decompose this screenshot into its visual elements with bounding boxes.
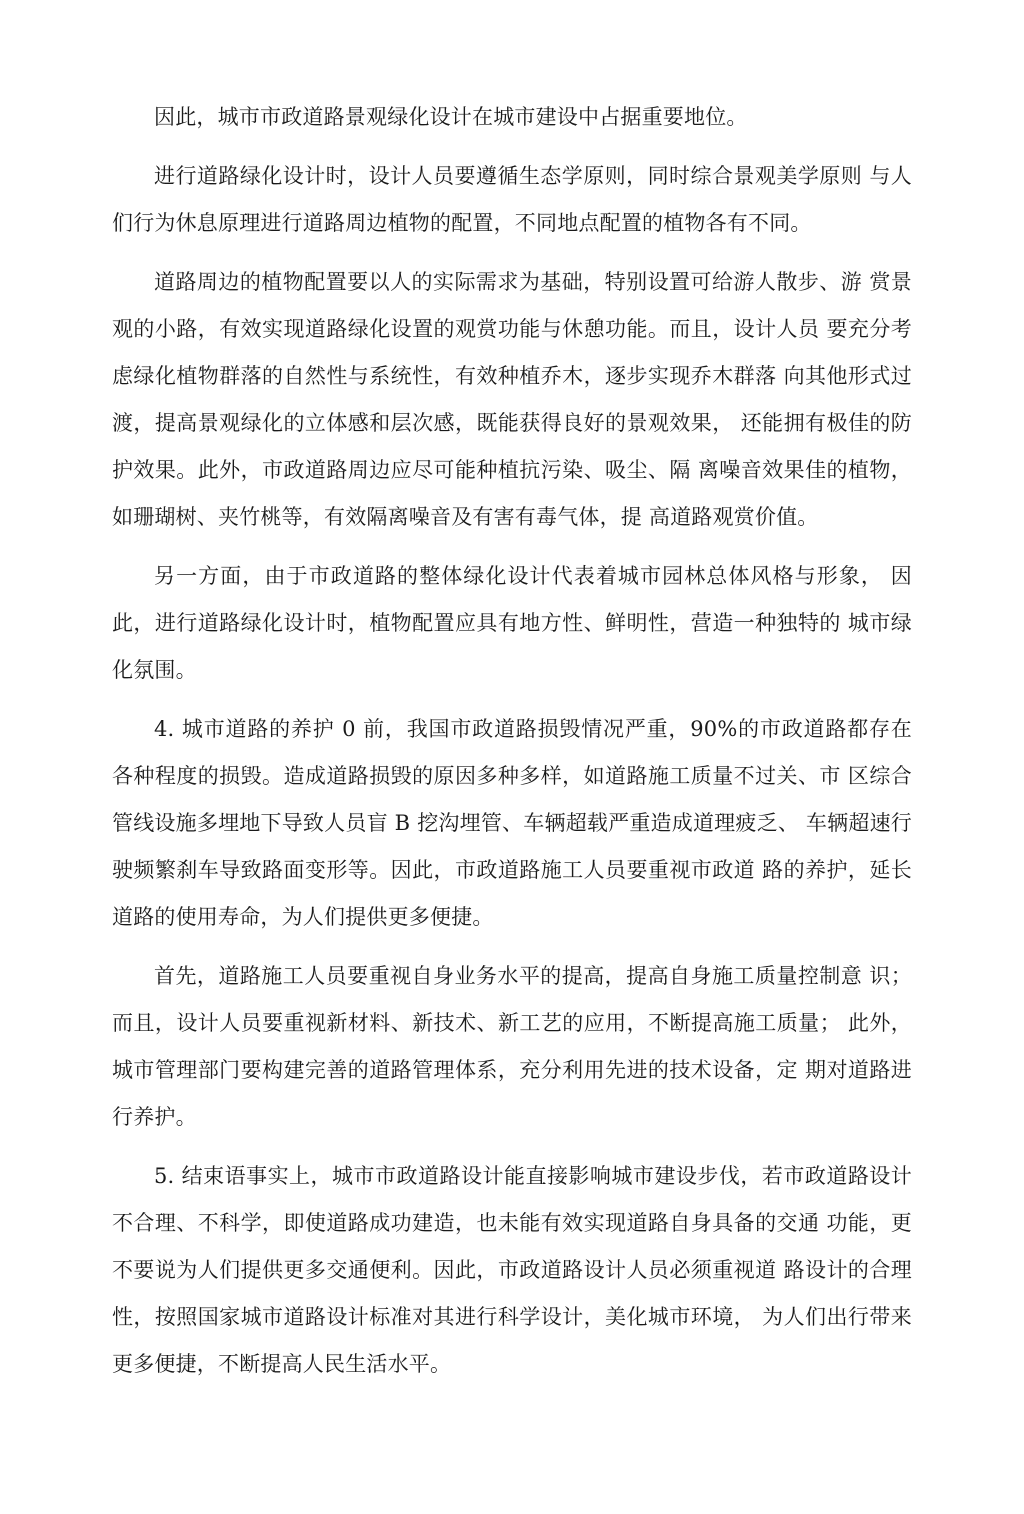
paragraph-6: 首先，道路施工人员要重视自身业务水平的提高，提高自身施工质量控制意 识；而且，设计人员要重视新材料、新技术、新工艺的应用，不断提高施工质量； 此外，城市管理部门要构建完善的道路管理体系，充分利用先进的技术设备，定 期对道路进行养护。 (112, 964, 912, 1129)
paragraph-3: 道路周边的植物配置要以人的实际需求为基础，特别设置可给游人散步、游 赏景观的小路，有效实现道路绿化设置的观赏功能与休憩功能。而且，设计人员 要充分考虑绿化植物群落的自然性与系统性，有效种植乔木，逐步实现乔木群落 向其他形式过渡，提高景观绿化的立体感和层次感，既能获得良好的景观效果， 还能拥有极佳的防护效果。此外，市政道路周边应尽可能种植抗污染、吸尘、隔 离噪音效果佳的植物，如珊瑚树、夹竹桃等，有效隔离噪音及有害有毒气体，提 高道路观赏价值。 (112, 270, 912, 529)
paragraph-4: 另一方面，由于市政道路的整体绿化设计代表着城市园林总体风格与形象， 因此，进行道路绿化设计时，植物配置应具有地方性、鲜明性，营造一种独特的 城市绿化氛围。 (112, 564, 912, 682)
paragraph-1: 因此，城市市政道路景观绿化设计在城市建设中占据重要地位。 (154, 105, 748, 129)
document-body (112, 94, 912, 1400)
paragraph-7: 5. 结束语事实上，城市市政道路设计能直接影响城市建设步伐，若市政道路设计不合理、不科学，即使道路成功建造，也未能有效实现道路自身具备的交通 功能，更不要说为人们提供更多交通便利。因此，市政道路设计人员必须重视道 路设计的合理性，按照国家城市道路设计标准对其进行科学设计，美化城市环境， 为人们出行带来更多便捷，不断提高人民生活水平。 (112, 1164, 912, 1376)
paragraph-2: 进行道路绿化设计时，设计人员要遵循生态学原则，同时综合景观美学原则 与人们行为休息原理进行道路周边植物的配置，不同地点配置的植物各有不同。 (112, 164, 912, 235)
paragraph-5: 4. 城市道路的养护 0 前，我国市政道路损毁情况严重，90%的市政道路都存在各种程度的损毁。造成道路损毁的原因多种多样，如道路施工质量不过关、市 区综合管线设施多埋地下导致人员盲 B 挖沟埋管、车辆超载严重造成道理疲乏、 车辆超速行驶频繁刹车导致路面变形等。因此，市政道路施工人员要重视市政道 路的养护，延长道路的使用寿命，为人们提供更多便捷。 (112, 717, 912, 929)
